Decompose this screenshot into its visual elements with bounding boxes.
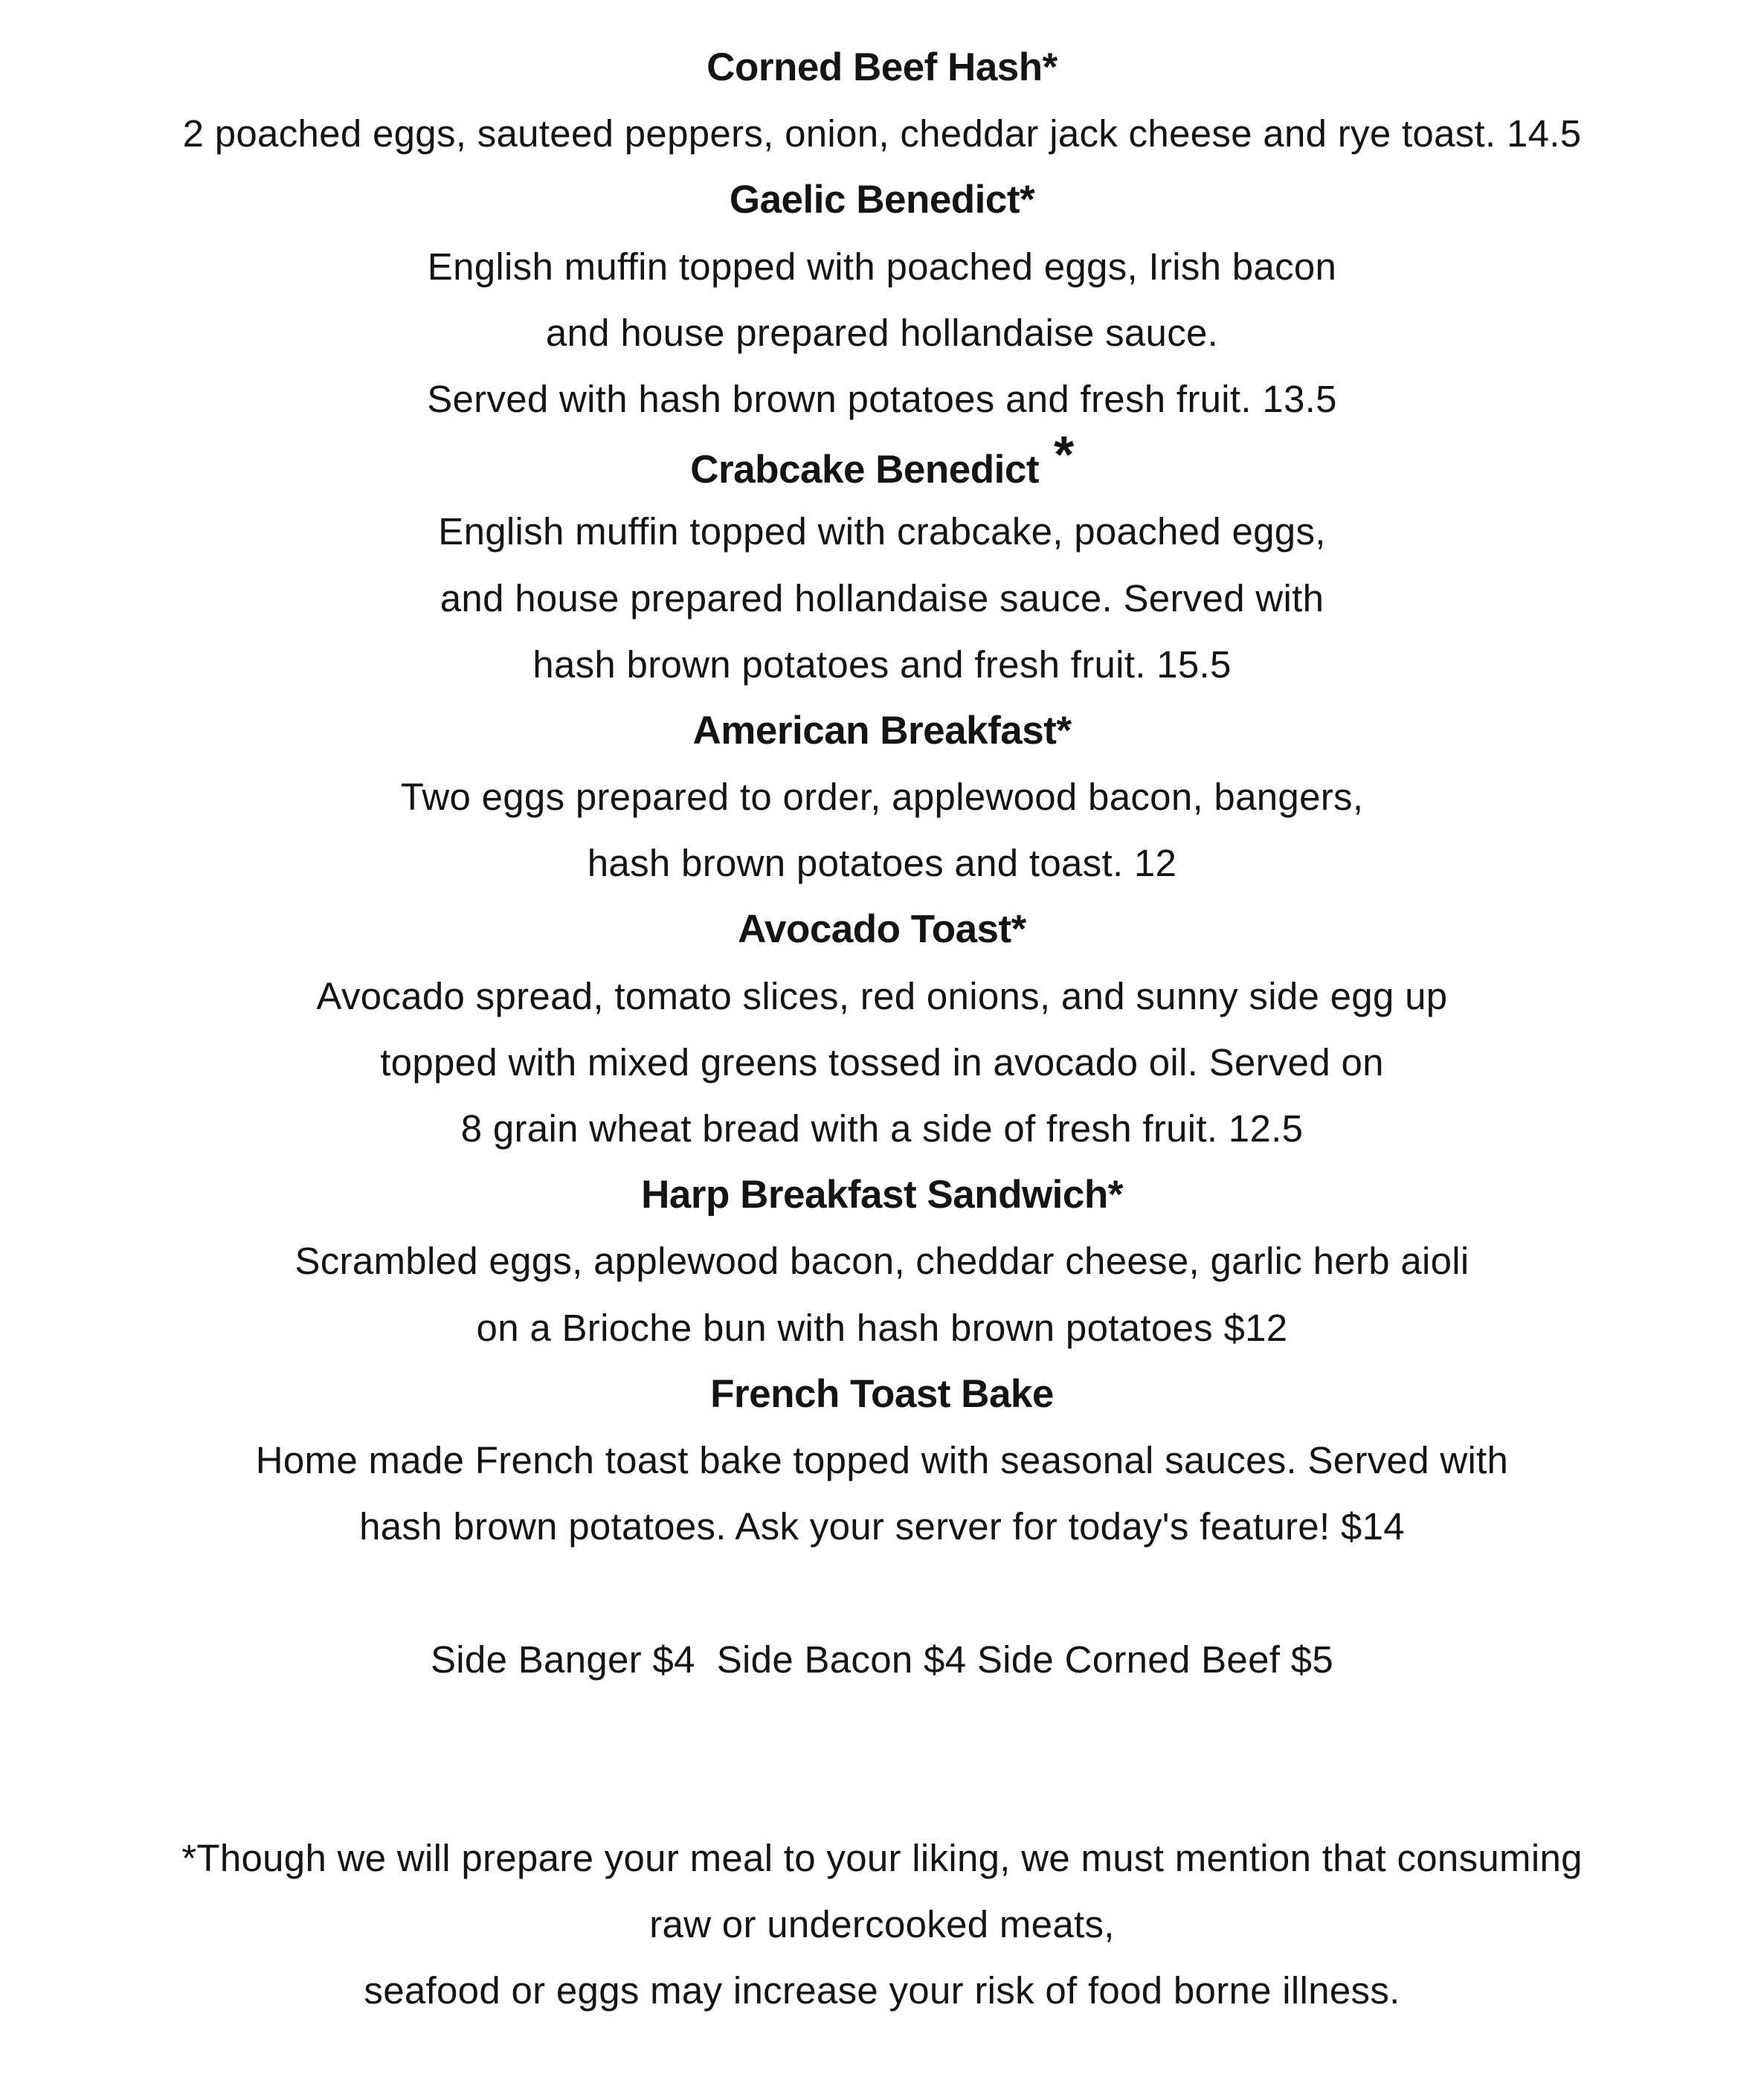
breakfast-menu (0, 34, 1764, 2024)
menu-item-description: 2 poached eggs, sauteed peppers, onion, cheddar jack cheese and rye toast. 14.5 (182, 112, 1582, 155)
disclaimer-line: raw or undercooked meats, (649, 1902, 1115, 1945)
menu-item-description: English muffin topped with poached eggs, Irish bacon (427, 245, 1337, 288)
menu-item-title-text: Crabcake Benedict (690, 448, 1039, 492)
menu-item-title: Corned Beef Hash* (706, 45, 1058, 89)
menu-item-description: Scrambled eggs, applewood bacon, cheddar cheese, garlic herb aioli (294, 1240, 1470, 1283)
sides-list: Side Banger $4 Side Bacon $4 Side Corned Beef $5 (430, 1638, 1334, 1681)
menu-item-description: hash brown potatoes and toast. 12 (587, 842, 1177, 885)
menu-item-description: topped with mixed greens tossed in avocado oil. Served on (380, 1040, 1384, 1084)
menu-item-description: English muffin topped with crabcake, poached eggs, (438, 510, 1326, 553)
menu-item-title: American Breakfast* (692, 708, 1072, 753)
menu-item-description: and house prepared hollandaise sauce. (545, 311, 1219, 354)
spacer (0, 1559, 1764, 1626)
asterisk-mark: * (1053, 425, 1074, 484)
spacer (0, 1693, 1764, 1825)
menu-item-description: 8 grain wheat bread with a side of fresh fruit. 12.5 (460, 1107, 1304, 1150)
menu-item-description: and house prepared hollandaise sauce. Served with (440, 576, 1324, 619)
menu-item-title (0, 425, 1764, 498)
menu-item-description: Served with hash brown potatoes and fresh fruit. 13.5 (427, 377, 1337, 420)
menu-item-title: French Toast Bake (710, 1371, 1054, 1416)
disclaimer-line: seafood or eggs may increase your risk of food borne illness. (364, 1969, 1400, 2012)
menu-item-description: on a Brioche bun with hash brown potatoes $12 (476, 1306, 1288, 1349)
menu-item-title: Harp Breakfast Sandwich* (641, 1173, 1123, 1217)
menu-item-description: Avocado spread, tomato slices, red onions, and sunny side egg up (316, 974, 1448, 1017)
menu-item-description: hash brown potatoes. Ask your server for today's feature! $14 (359, 1505, 1405, 1548)
menu-item-description: Home made French toast bake topped with seasonal sauces. Served with (255, 1438, 1509, 1481)
menu-item-description: hash brown potatoes and fresh fruit. 15.5 (532, 643, 1232, 686)
menu-item-title: Avocado Toast* (738, 907, 1026, 952)
menu-item-title: Gaelic Benedict* (729, 178, 1035, 222)
menu-item-description: Two eggs prepared to order, applewood bacon, bangers, (400, 776, 1364, 819)
disclaimer-line: *Though we will prepare your meal to your liking, we must mention that consuming (181, 1836, 1583, 1879)
